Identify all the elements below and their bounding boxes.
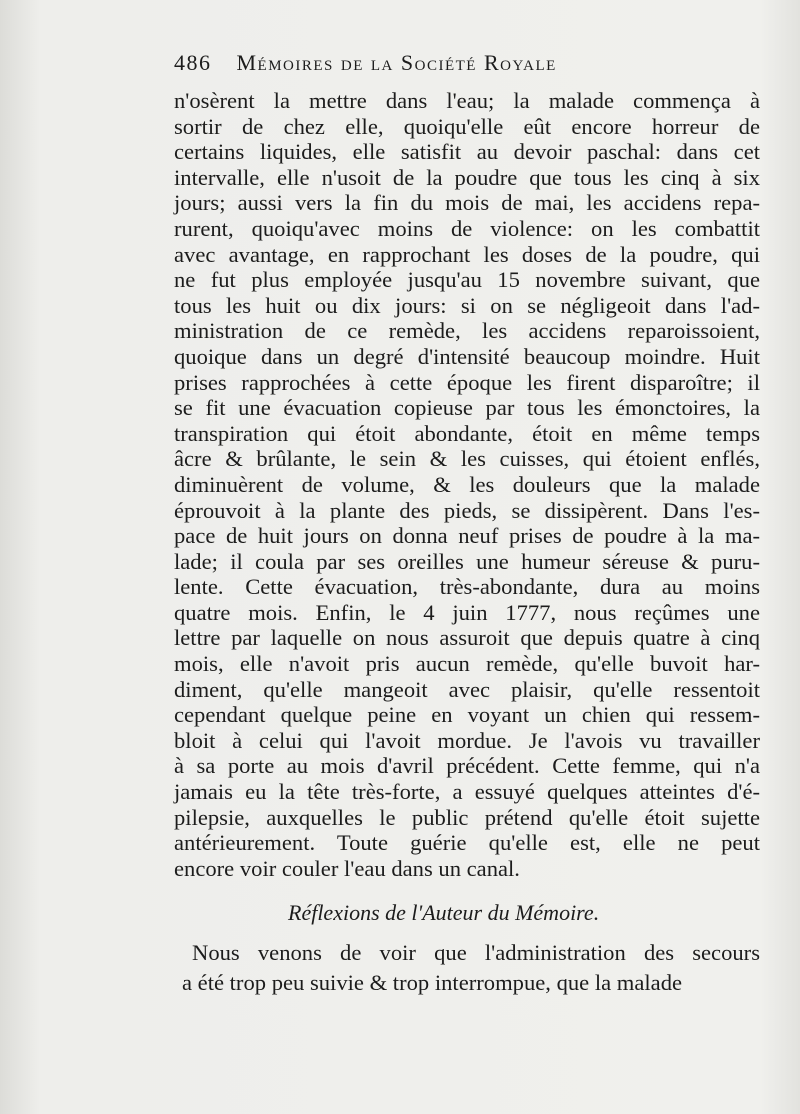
text-line: lade; il coula par ses oreilles une humeur séreuse & puru- [174,548,760,574]
second-paragraph [182,938,760,998]
text-line: n'osèrent la mettre dans l'eau; la malade commença à [174,88,760,113]
text-line: bloit à celui qui l'avoit mordue. Je l'avois vu travailler [174,727,760,753]
page-number: 486 [174,50,212,75]
text-line: se fit une évacuation copieuse par tous les émonctoires, la [174,395,760,421]
text-line: lente. Cette évacuation, très-abondante, dura au moins [174,574,760,600]
text-line: cependant quelque peine en voyant un chien qui ressem- [174,702,760,728]
text-line: prises rapprochées à cette époque les firent disparoître; il [174,369,760,395]
text-line: antérieurement. Toute guérie qu'elle est, elle ne peut [174,830,760,856]
text-line: avec avantage, en rapprochant les doses de la poudre, qui [174,241,760,267]
text-line: diment, qu'elle mangeoit avec plaisir, qu'elle ressentoit [174,676,760,702]
text-line: tous les huit ou dix jours: si on se négligeoit dans l'ad- [174,292,760,318]
text-line: rurent, quoiqu'avec moins de violence: on les combattit [174,215,760,241]
main-paragraph [174,88,760,881]
section-heading: Réflexions de l'Auteur du Mémoire. [288,900,600,925]
text-line: ministration de ce remède, les accidens reparoissoient, [174,318,760,344]
text-line: certains liquides, elle satisfit au devoir paschal: dans cet [174,139,760,165]
text-line: intervalle, elle n'usoit de la poudre que tous les cinq à six [174,164,760,190]
text-line: jours; aussi vers la fin du mois de mai, les accidens repa- [174,190,760,216]
text-line: transpiration qui étoit abondante, étoit en même temps [174,420,760,446]
text-line: éprouvoit à la plante des pieds, se dissipèrent. Dans l'es- [174,497,760,523]
running-title: Mémoires de la Société Royale [236,50,557,75]
running-header [174,50,694,76]
text-line: diminuèrent de volume, & les douleurs que la malade [174,471,760,497]
text-line: ne fut plus employée jusqu'au 15 novembre suivant, que [174,267,760,293]
text-line: quoique dans un degré d'intensité beaucoup moindre. Huit [174,343,760,369]
text-line: à sa porte au mois d'avril précédent. Cette femme, qui n'a [174,753,760,779]
text-line: quatre mois. Enfin, le 4 juin 1777, nous reçûmes une [174,599,760,625]
text-line: lettre par laquelle on nous assuroit que depuis quatre à cinq [174,625,760,651]
text-line: mois, elle n'avoit pris aucun remède, qu'elle buvoit har- [174,651,760,677]
text-line: pace de huit jours on donna neuf prises de poudre à la ma- [174,523,760,549]
text-line: Nous venons de voir que l'administration des secours [192,940,760,965]
text-line: âcre & brûlante, le sein & les cuisses, qui étoient enflés, [174,446,760,472]
text-line: sortir de chez elle, quoiqu'elle eût encore horreur de [174,113,760,139]
text-line: a été trop peu suivie & trop interrompue, que la malade [182,970,683,995]
text-line: jamais eu la tête très-forte, a essuyé quelques atteintes d'é- [174,779,760,805]
text-line: pilepsie, auxquelles le public prétend qu'elle étoit sujette [174,804,760,830]
text-line: encore voir couler l'eau dans un canal. [174,855,520,881]
